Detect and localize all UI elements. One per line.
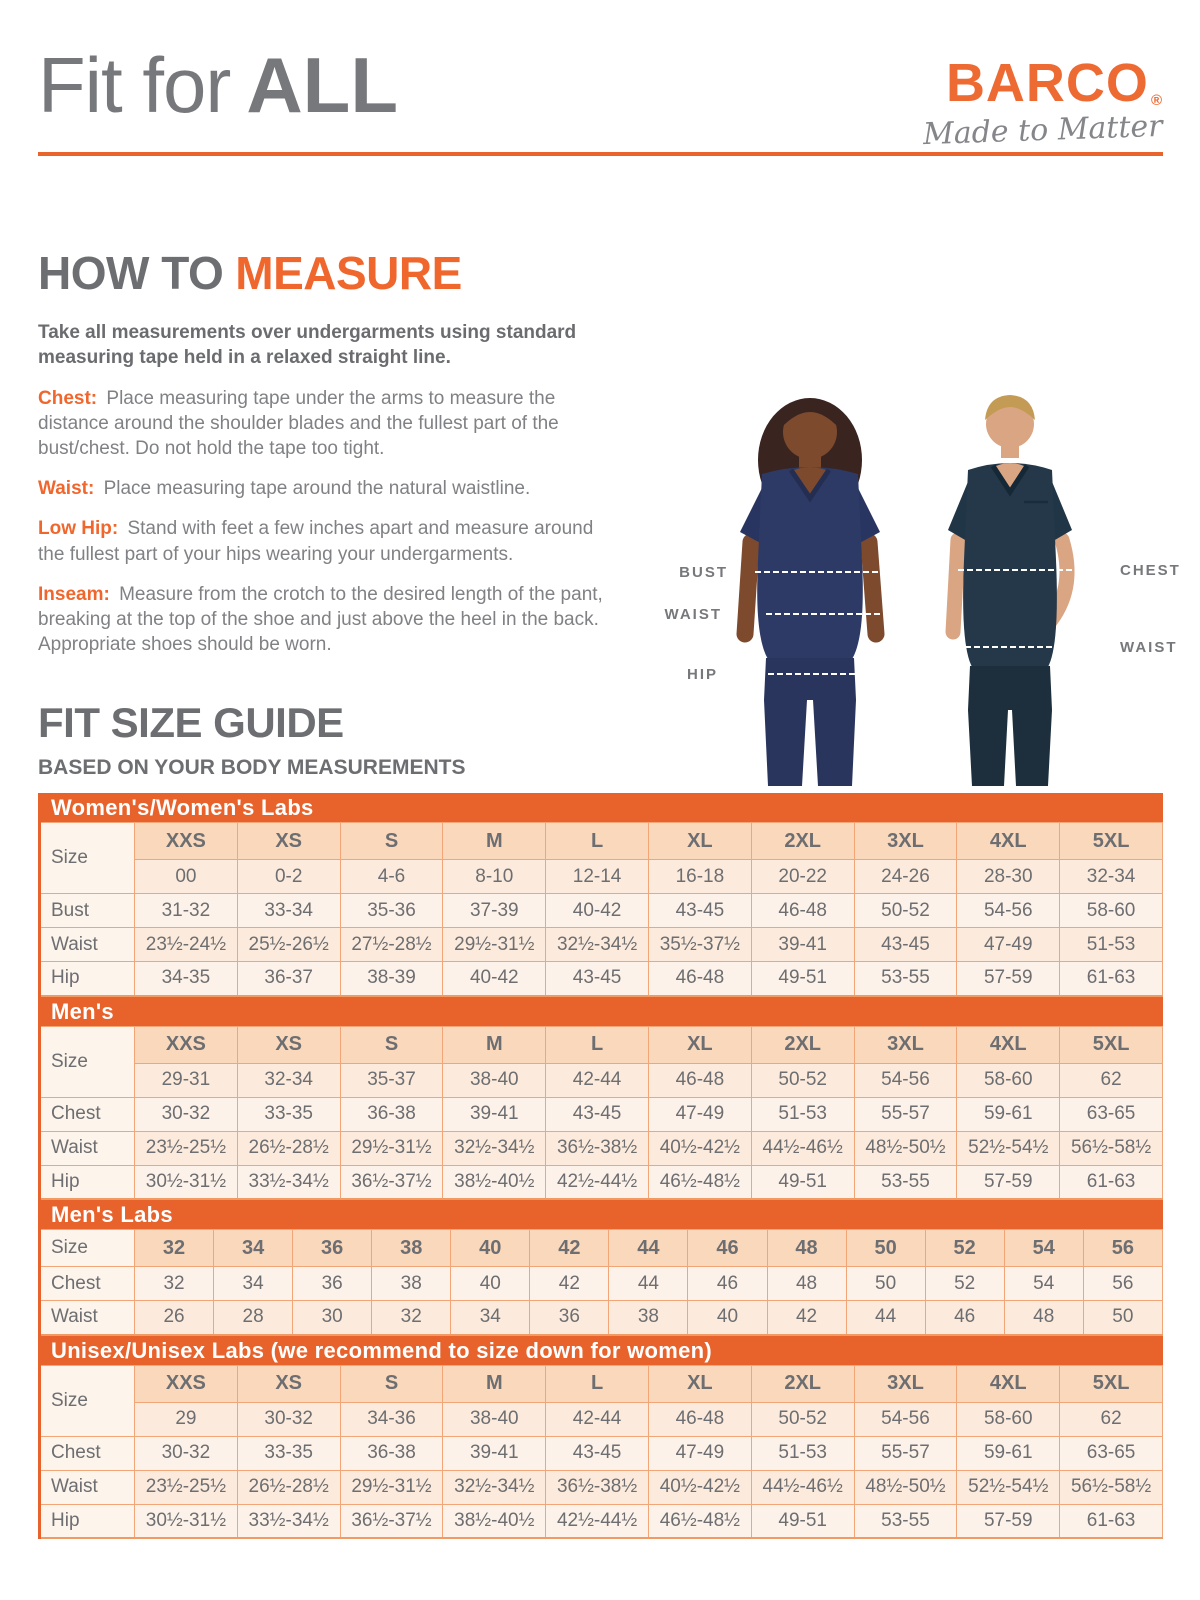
measurement-value: 34	[214, 1267, 293, 1301]
size-header: 5XL	[1060, 1365, 1163, 1402]
row-label: Hip	[40, 1504, 135, 1538]
row-label: Waist	[40, 928, 135, 962]
size-header: 52	[925, 1230, 1004, 1267]
measurement-value: 43-45	[546, 962, 649, 996]
numeric-size-row	[40, 1402, 1163, 1436]
measurement-row-chest	[40, 1097, 1163, 1131]
brand-name	[923, 53, 1163, 113]
numeric-size-value: 62	[1060, 1402, 1163, 1436]
numeric-size-value: 58-60	[957, 1063, 1060, 1097]
table-title-unisex: Unisex/Unisex Labs (we recommend to size down for women)	[38, 1336, 1163, 1365]
measurement-value: 38½-40½	[443, 1165, 546, 1199]
measurement-value: 23½-25½	[135, 1470, 238, 1504]
measurement-value: 32½-34½	[546, 928, 649, 962]
size-header: 40	[451, 1230, 530, 1267]
size-header: XXS	[135, 1026, 238, 1063]
how-to-measure-heading	[38, 246, 638, 300]
measurement-row-waist	[40, 1131, 1163, 1165]
measurement-value: 38-39	[340, 962, 443, 996]
measurement-value: 35-36	[340, 894, 443, 928]
numeric-size-value: 0-2	[237, 860, 340, 894]
size-header: S	[340, 823, 443, 860]
measurement-value: 27½-28½	[340, 928, 443, 962]
size-header: XS	[237, 823, 340, 860]
row-label: Bust	[40, 894, 135, 928]
table-title-womens: Women's/Women's Labs	[38, 793, 1163, 822]
measurement-value: 44	[846, 1301, 925, 1335]
measurement-value: 31-32	[135, 894, 238, 928]
measurement-value: 56	[1083, 1267, 1162, 1301]
hip-label: HIP	[686, 666, 718, 683]
size-header: M	[443, 1365, 546, 1402]
numeric-size-value: 58-60	[957, 1402, 1060, 1436]
size-header: 42	[530, 1230, 609, 1267]
size-header: 4XL	[957, 1365, 1060, 1402]
size-header: 54	[1004, 1230, 1083, 1267]
measurement-value: 32	[135, 1267, 214, 1301]
measurement-row-hip	[40, 962, 1163, 996]
measurement-value: 30-32	[135, 1436, 238, 1470]
size-header: 38	[372, 1230, 451, 1267]
size-header: XXS	[135, 1365, 238, 1402]
measurement-value: 36-38	[340, 1097, 443, 1131]
row-label: Chest	[40, 1436, 135, 1470]
measurement-value: 56½-58½	[1060, 1470, 1163, 1504]
numeric-size-value: 46-48	[648, 1063, 751, 1097]
measurement-value: 26½-28½	[237, 1470, 340, 1504]
size-header: 5XL	[1060, 1026, 1163, 1063]
measurement-value: 50-52	[854, 894, 957, 928]
measurement-value: 36½-37½	[340, 1165, 443, 1199]
measurement-value: 32	[372, 1301, 451, 1335]
size-header: 34	[214, 1230, 293, 1267]
size-header: L	[546, 823, 649, 860]
numeric-size-value: 29	[135, 1402, 238, 1436]
measurement-value: 40½-42½	[648, 1131, 751, 1165]
size-header: 2XL	[751, 823, 854, 860]
measurement-row-waist	[40, 928, 1163, 962]
measurement-value: 23½-24½	[135, 928, 238, 962]
measurement-value: 37-39	[443, 894, 546, 928]
measurement-value: 61-63	[1060, 1504, 1163, 1538]
size-table-grid-mens-labs	[38, 1229, 1163, 1336]
page-title-regular: Fit for	[38, 41, 231, 129]
measurement-value: 50	[846, 1267, 925, 1301]
numeric-size-value: 28-30	[957, 860, 1060, 894]
page-title-bold: ALL	[246, 41, 398, 129]
measurement-value: 46½-48½	[648, 1165, 751, 1199]
measurement-value: 36	[530, 1301, 609, 1335]
size-header: 50	[846, 1230, 925, 1267]
row-label: Waist	[40, 1301, 135, 1335]
size-header: XS	[237, 1365, 340, 1402]
measurement-value: 46½-48½	[648, 1504, 751, 1538]
numeric-size-value: 8-10	[443, 860, 546, 894]
measurement-row-waist	[40, 1470, 1163, 1504]
size-header: L	[546, 1365, 649, 1402]
measurement-value: 54	[1004, 1267, 1083, 1301]
size-header: 56	[1083, 1230, 1162, 1267]
row-label: Chest	[40, 1097, 135, 1131]
measurement-row-chest	[40, 1267, 1163, 1301]
measure-term: Inseam:	[38, 583, 110, 605]
size-header: 46	[688, 1230, 767, 1267]
size-header-row	[40, 823, 1163, 860]
size-guide-subheading: BASED ON YOUR BODY MEASUREMENTS	[38, 756, 466, 779]
size-table-mens	[38, 997, 1163, 1201]
size-table-womens	[38, 793, 1163, 997]
measurement-value: 48½-50½	[854, 1470, 957, 1504]
measurement-value: 38½-40½	[443, 1504, 546, 1538]
numeric-size-value: 12-14	[546, 860, 649, 894]
measurement-value: 61-63	[1060, 1165, 1163, 1199]
measurement-value: 28	[214, 1301, 293, 1335]
page-title	[38, 40, 398, 131]
measurement-value: 42	[530, 1267, 609, 1301]
numeric-size-value: 46-48	[648, 1402, 751, 1436]
measurement-value: 63-65	[1060, 1097, 1163, 1131]
size-header: M	[443, 823, 546, 860]
header-divider	[38, 152, 1163, 156]
measurement-value: 40-42	[546, 894, 649, 928]
size-header: XL	[648, 823, 751, 860]
measurement-value: 49-51	[751, 1504, 854, 1538]
measurement-value: 42	[767, 1301, 846, 1335]
size-table-grid-mens	[38, 1026, 1163, 1201]
row-label: Hip	[40, 1165, 135, 1199]
measurement-value: 26½-28½	[237, 1131, 340, 1165]
row-label: Waist	[40, 1470, 135, 1504]
measurement-value: 61-63	[1060, 962, 1163, 996]
size-header-row	[40, 1365, 1163, 1402]
measurement-value: 29½-31½	[443, 928, 546, 962]
measurement-value: 47-49	[957, 928, 1060, 962]
numeric-size-value: 32-34	[1060, 860, 1163, 894]
measurement-value: 39-41	[751, 928, 854, 962]
measurement-value: 43-45	[854, 928, 957, 962]
numeric-size-value: 29-31	[135, 1063, 238, 1097]
measurement-value: 57-59	[957, 1504, 1060, 1538]
measurement-value: 30-32	[135, 1097, 238, 1131]
size-row-label: Size	[40, 1026, 135, 1097]
measurement-value: 51-53	[751, 1097, 854, 1131]
measurement-value: 40-42	[443, 962, 546, 996]
measurement-value: 53-55	[854, 962, 957, 996]
measurement-value: 33-35	[237, 1097, 340, 1131]
measurement-value: 44	[609, 1267, 688, 1301]
measurement-value: 50	[1083, 1301, 1162, 1335]
measurement-value: 42½-44½	[546, 1504, 649, 1538]
size-header: 44	[609, 1230, 688, 1267]
measurement-value: 32½-34½	[443, 1470, 546, 1504]
how-to-measure-section	[38, 246, 638, 672]
measurement-value: 48	[767, 1267, 846, 1301]
numeric-size-value: 50-52	[751, 1063, 854, 1097]
measurement-value: 40½-42½	[648, 1470, 751, 1504]
measurement-value: 49-51	[751, 962, 854, 996]
measurement-row-chest	[40, 1436, 1163, 1470]
measurement-value: 23½-25½	[135, 1131, 238, 1165]
waist-label-right: WAIST	[1120, 639, 1178, 656]
measurement-value: 58-60	[1060, 894, 1163, 928]
numeric-size-value: 62	[1060, 1063, 1163, 1097]
registered-mark: ®	[1150, 92, 1163, 109]
measurement-value: 51-53	[1060, 928, 1163, 962]
measurement-value: 57-59	[957, 1165, 1060, 1199]
numeric-size-value: 24-26	[854, 860, 957, 894]
measurement-value: 43-45	[546, 1436, 649, 1470]
numeric-size-value: 4-6	[340, 860, 443, 894]
numeric-size-row	[40, 860, 1163, 894]
measure-instruction-inseam: Inseam: Measure from the crotch to the desired length of the pant, breaking at the top of the shoe and just above the heel in the back. Appropriate shoes should be worn.	[38, 583, 603, 655]
numeric-size-value: 32-34	[237, 1063, 340, 1097]
measurement-value: 34-35	[135, 962, 238, 996]
measurement-value: 30	[293, 1301, 372, 1335]
measurement-value: 47-49	[648, 1097, 751, 1131]
size-row-label: Size	[40, 823, 135, 894]
numeric-size-value: 54-56	[854, 1063, 957, 1097]
numeric-size-value: 38-40	[443, 1402, 546, 1436]
measurement-value: 51-53	[751, 1436, 854, 1470]
size-table-grid-unisex	[38, 1365, 1163, 1540]
measurement-value: 59-61	[957, 1097, 1060, 1131]
measurement-value: 35½-37½	[648, 928, 751, 962]
size-table-mens-labs	[38, 1200, 1163, 1336]
measurement-value: 47-49	[648, 1436, 751, 1470]
measurement-value: 36½-37½	[340, 1504, 443, 1538]
fit-size-guide-section	[38, 699, 1163, 1539]
measurement-value: 38	[372, 1267, 451, 1301]
measure-instruction-waist: Waist: Place measuring tape around the natural waistline.	[38, 478, 531, 500]
measurement-row-waist	[40, 1301, 1163, 1335]
measurement-value: 33½-34½	[237, 1165, 340, 1199]
size-header: 3XL	[854, 823, 957, 860]
measurement-value: 54-56	[957, 894, 1060, 928]
brand-logo	[922, 53, 1164, 153]
measurement-value: 59-61	[957, 1436, 1060, 1470]
measurement-value: 40	[688, 1301, 767, 1335]
measure-term: Waist:	[38, 478, 95, 500]
measurement-value: 52½-54½	[957, 1470, 1060, 1504]
measurement-value: 33-34	[237, 894, 340, 928]
numeric-size-value: 34-36	[340, 1402, 443, 1436]
size-row-label: Size	[40, 1230, 135, 1267]
measure-term: Chest:	[38, 388, 98, 410]
size-header: 2XL	[751, 1365, 854, 1402]
heading-gray-part: HOW TO	[38, 247, 224, 299]
measurement-value: 55-57	[854, 1097, 957, 1131]
measurement-value: 36-38	[340, 1436, 443, 1470]
numeric-size-value: 35-37	[340, 1063, 443, 1097]
measurement-value: 52	[925, 1267, 1004, 1301]
numeric-size-value: 54-56	[854, 1402, 957, 1436]
table-title-mens-labs: Men's Labs	[38, 1200, 1163, 1229]
measurement-value: 29½-31½	[340, 1131, 443, 1165]
measure-term: Low Hip:	[38, 518, 119, 540]
numeric-size-value: 42-44	[546, 1063, 649, 1097]
numeric-size-value: 20-22	[751, 860, 854, 894]
brand-wordmark: BARCO	[945, 53, 1149, 113]
numeric-size-value: 42-44	[546, 1402, 649, 1436]
measurement-value: 42½-44½	[546, 1165, 649, 1199]
measurement-value: 63-65	[1060, 1436, 1163, 1470]
size-row-label: Size	[40, 1365, 135, 1436]
measurement-value: 26	[135, 1301, 214, 1335]
size-guide-heading: FIT SIZE GUIDE	[38, 699, 344, 746]
measurement-value: 30½-31½	[135, 1504, 238, 1538]
size-header: XL	[648, 1026, 751, 1063]
chest-label: CHEST	[1120, 562, 1181, 579]
size-header: 2XL	[751, 1026, 854, 1063]
size-header: M	[443, 1026, 546, 1063]
measurement-value: 44½-46½	[751, 1470, 854, 1504]
measurement-value: 40	[451, 1267, 530, 1301]
numeric-size-value: 38-40	[443, 1063, 546, 1097]
size-header: 36	[293, 1230, 372, 1267]
measure-instruction-chest: Chest: Place measuring tape under the arms to measure the distance around the shoulder blades and the fullest part of the bust/chest. Do not hold the tape too tight.	[38, 388, 559, 460]
measurement-value: 48	[1004, 1301, 1083, 1335]
size-header: 3XL	[854, 1026, 957, 1063]
measurement-value: 46-48	[751, 894, 854, 928]
row-label: Chest	[40, 1267, 135, 1301]
numeric-size-value: 00	[135, 860, 238, 894]
size-header: S	[340, 1365, 443, 1402]
measurement-value: 53-55	[854, 1504, 957, 1538]
measurement-value: 46-48	[648, 962, 751, 996]
numeric-size-row	[40, 1063, 1163, 1097]
brand-tagline: Made to Matter	[922, 108, 1164, 153]
row-label: Hip	[40, 962, 135, 996]
measurement-value: 39-41	[443, 1097, 546, 1131]
numeric-size-value: 30-32	[237, 1402, 340, 1436]
size-header: XS	[237, 1026, 340, 1063]
size-header: XXS	[135, 823, 238, 860]
measurement-value: 39-41	[443, 1436, 546, 1470]
measurement-value: 43-45	[546, 1097, 649, 1131]
size-header: 4XL	[957, 1026, 1060, 1063]
measurement-value: 46	[925, 1301, 1004, 1335]
waist-label-left: WAIST	[664, 606, 722, 623]
measurement-row-hip	[40, 1165, 1163, 1199]
size-header: 4XL	[957, 823, 1060, 860]
measurement-value: 25½-26½	[237, 928, 340, 962]
measurement-value: 34	[451, 1301, 530, 1335]
size-header: L	[546, 1026, 649, 1063]
measurement-value: 48½-50½	[854, 1131, 957, 1165]
measurement-value: 43-45	[648, 894, 751, 928]
measurement-value: 36-37	[237, 962, 340, 996]
measure-instruction-lowhip: Low Hip: Stand with feet a few inches apart and measure around the fullest part of your hips wearing your undergarments.	[38, 518, 594, 565]
size-header: 5XL	[1060, 823, 1163, 860]
heading-orange-part: MEASURE	[235, 247, 462, 299]
measurement-row-bust	[40, 894, 1163, 928]
measurement-value: 36½-38½	[546, 1131, 649, 1165]
measurement-value: 32½-34½	[443, 1131, 546, 1165]
measure-instructions	[38, 386, 638, 657]
measurement-value: 30½-31½	[135, 1165, 238, 1199]
size-header-row	[40, 1230, 1163, 1267]
table-title-mens: Men's	[38, 997, 1163, 1026]
row-label: Waist	[40, 1131, 135, 1165]
measurement-value: 33-35	[237, 1436, 340, 1470]
size-header: S	[340, 1026, 443, 1063]
numeric-size-value: 50-52	[751, 1402, 854, 1436]
measurement-value: 33½-34½	[237, 1504, 340, 1538]
measurement-value: 29½-31½	[340, 1470, 443, 1504]
measurement-value: 57-59	[957, 962, 1060, 996]
measurement-value: 36	[293, 1267, 372, 1301]
size-tables	[38, 793, 1163, 1539]
size-header: XL	[648, 1365, 751, 1402]
measurement-value: 55-57	[854, 1436, 957, 1470]
measurement-value: 46	[688, 1267, 767, 1301]
size-header: 32	[135, 1230, 214, 1267]
measurement-row-hip	[40, 1504, 1163, 1538]
size-table-grid-womens	[38, 822, 1163, 997]
measure-intro: Take all measurements over undergarments using standard measuring tape held in a relaxed straight line.	[38, 322, 577, 369]
measurement-value: 36½-38½	[546, 1470, 649, 1504]
measurement-value: 56½-58½	[1060, 1131, 1163, 1165]
measurement-value: 38	[609, 1301, 688, 1335]
measurement-value: 53-55	[854, 1165, 957, 1199]
measurement-value: 52½-54½	[957, 1131, 1060, 1165]
measurement-value: 49-51	[751, 1165, 854, 1199]
size-table-unisex	[38, 1336, 1163, 1540]
measurement-value: 44½-46½	[751, 1131, 854, 1165]
bust-label: BUST	[679, 564, 728, 581]
size-header-row	[40, 1026, 1163, 1063]
size-header: 48	[767, 1230, 846, 1267]
numeric-size-value: 16-18	[648, 860, 751, 894]
size-header: 3XL	[854, 1365, 957, 1402]
